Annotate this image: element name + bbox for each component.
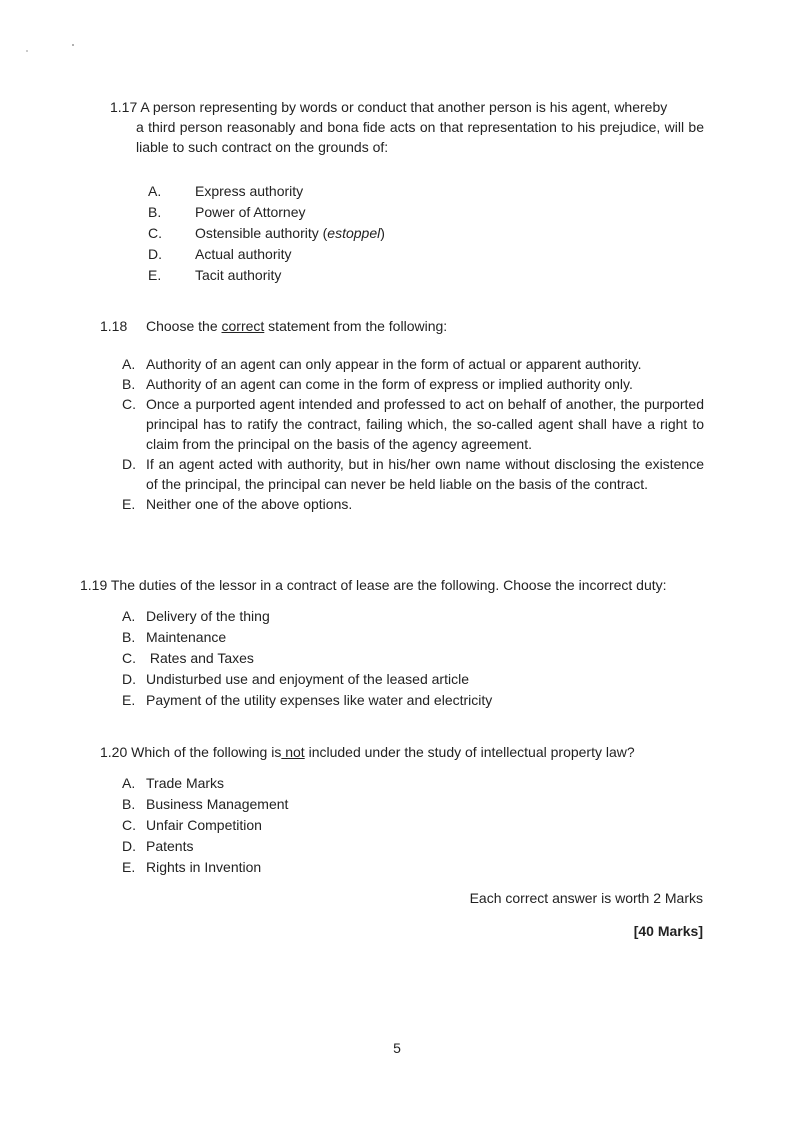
option-label: Authority of an agent can come in the form of express or implied authority only.	[146, 376, 633, 392]
question-text-before: Choose the	[146, 318, 222, 334]
option-letter: A.	[122, 356, 136, 372]
option-letter: A.	[148, 183, 162, 199]
question-text-first-line: A person representing by words or conduct that another person is his agent, whereby	[140, 99, 668, 115]
question-text-after: statement from the following:	[264, 318, 448, 334]
scan-speck	[72, 44, 74, 46]
option-label: Tacit authority	[195, 267, 282, 283]
option-row	[122, 494, 704, 514]
option-label	[195, 223, 385, 243]
question-1-19-heading: 1.19 The duties of the lessor in a contract of lease are the following. Choose the incorrect duty:	[80, 577, 667, 593]
question-1-18-heading	[100, 316, 447, 336]
option-label-plain: Ostensible authority (	[195, 225, 328, 241]
option-letter: D.	[122, 456, 136, 472]
option-label: Neither one of the above options.	[146, 496, 353, 512]
option-letter: B.	[122, 629, 136, 645]
option-label: If an agent acted with authority, but in his/her own name without disclosing the existence of the principal, the principal can never be held liable on the basis of the contract.	[146, 456, 704, 492]
option-label-end: )	[380, 225, 385, 241]
option-label: Business Management	[146, 796, 289, 812]
question-text-underlined: correct	[221, 318, 265, 334]
question-text-after: included under the study of intellectual property law?	[304, 744, 635, 760]
option-letter: C.	[122, 817, 136, 833]
option-label: Payment of the utility expenses like water and electricity	[146, 692, 493, 708]
option-row	[122, 454, 704, 494]
option-letter: E.	[122, 496, 136, 512]
option-label-italic: estoppel	[327, 225, 381, 241]
question-1-20-heading	[100, 742, 635, 762]
option-label: Power of Attorney	[195, 204, 306, 220]
option-letter: C.	[122, 396, 136, 412]
option-letter: B.	[122, 376, 136, 392]
option-letter: C.	[148, 225, 162, 241]
option-label: Undisturbed use and enjoyment of the leased article	[146, 671, 469, 687]
question-number: 1.17	[110, 99, 138, 115]
option-row	[122, 394, 704, 454]
option-label: Maintenance	[146, 629, 227, 645]
option-row	[122, 374, 704, 394]
option-letter: A.	[122, 608, 136, 624]
question-1-17-text	[110, 97, 704, 157]
question-text-continued: a third person reasonably and bona fide acts on that representation to his prejudice, will be liable to such contract on the grounds of:	[136, 119, 704, 155]
option-letter: A.	[122, 775, 136, 791]
option-label: Authority of an agent can only appear in the form of actual or apparent authority.	[146, 356, 642, 372]
question-1-18-options	[122, 354, 704, 514]
option-label: Rates and Taxes	[146, 650, 254, 666]
option-label: Express authority	[195, 183, 304, 199]
option-label: Rights in Invention	[146, 859, 262, 875]
option-letter: B.	[122, 796, 136, 812]
option-letter: D.	[122, 838, 136, 854]
option-label: Actual authority	[195, 246, 292, 262]
page-number: 5	[393, 1040, 401, 1056]
option-label: Once a purported agent intended and professed to act on behalf of another, the purported principal has to ratify the contract, failing which, the so-called agent shall have a right to claim from the principal on the basis of the agency agreement.	[146, 396, 704, 452]
option-letter: D.	[122, 671, 136, 687]
option-letter: E.	[148, 267, 162, 283]
option-row	[122, 354, 704, 374]
question-text-before: 1.20 Which of the following is	[100, 744, 282, 760]
question-number: 1.18	[100, 318, 128, 334]
option-label: Unfair Competition	[146, 817, 262, 833]
option-letter: C.	[122, 650, 136, 666]
option-label: Patents	[146, 838, 194, 854]
scan-speck	[26, 50, 28, 52]
option-letter: D.	[148, 246, 162, 262]
option-letter: B.	[148, 204, 162, 220]
total-marks: [40 Marks]	[633, 923, 703, 939]
option-label: Delivery of the thing	[146, 608, 270, 624]
question-text-underlined: not	[281, 744, 305, 760]
option-label: Trade Marks	[146, 775, 225, 791]
marks-per-answer: Each correct answer is worth 2 Marks	[469, 890, 703, 906]
option-letter: E.	[122, 692, 136, 708]
option-letter: E.	[122, 859, 136, 875]
